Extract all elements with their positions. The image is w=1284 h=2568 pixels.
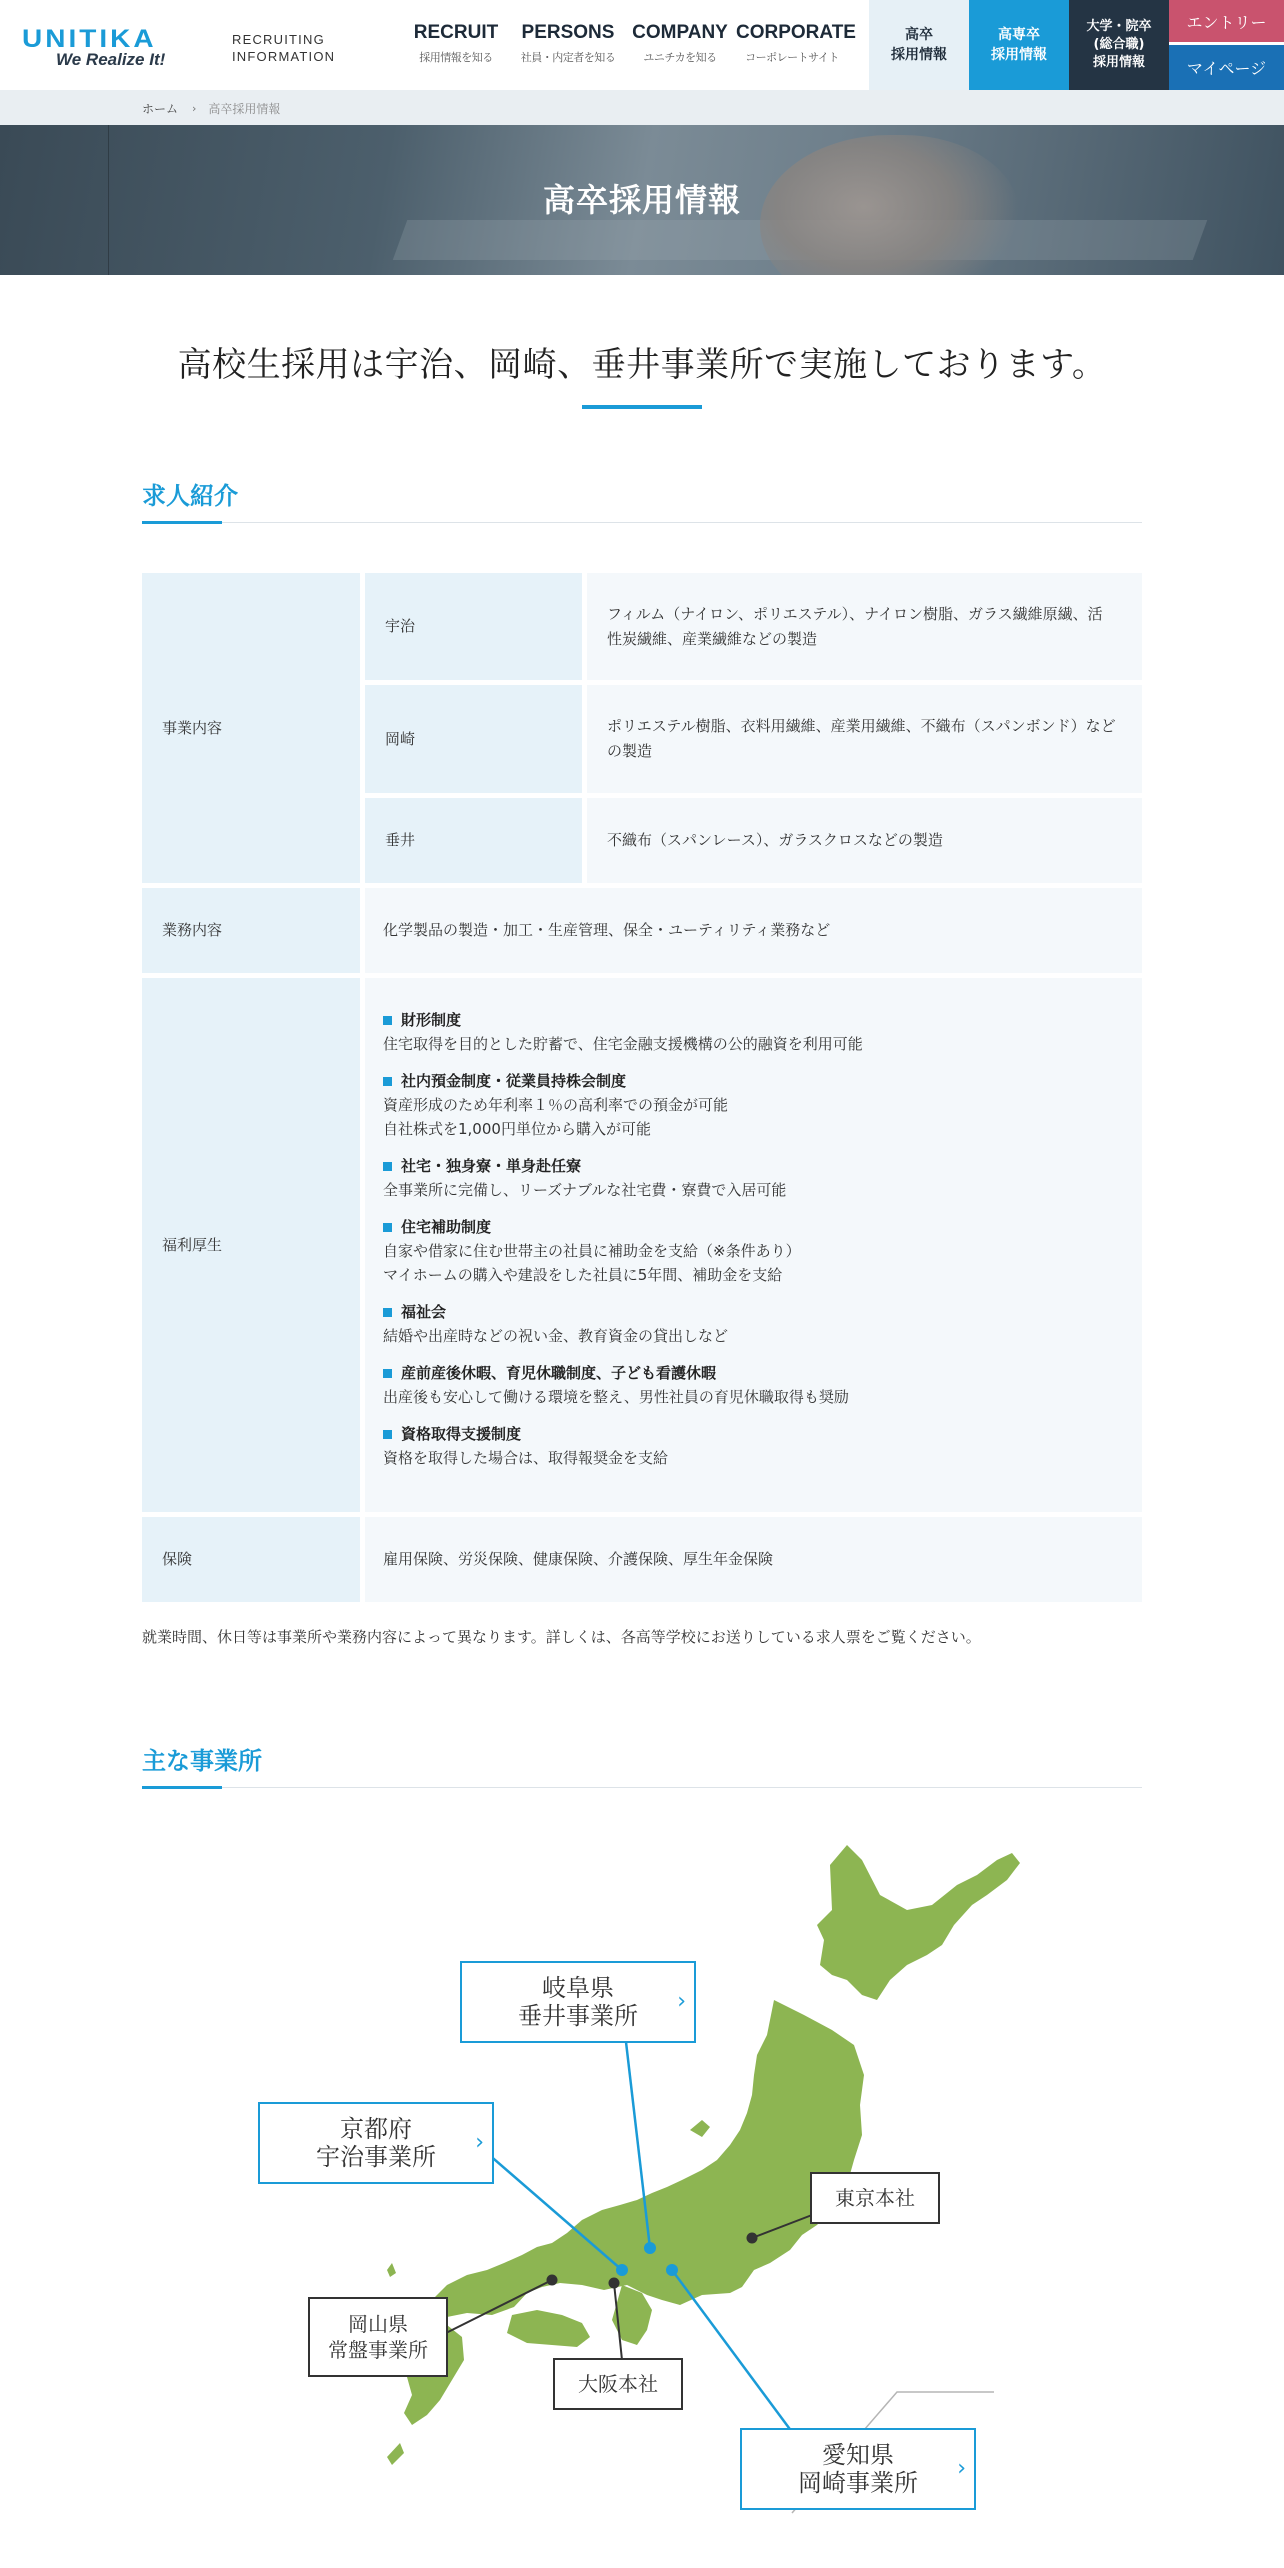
site-uji-label bbox=[365, 573, 582, 680]
nav-company-jp: ユニチカを知る bbox=[643, 51, 717, 64]
site-okazaki-name: 岡崎 bbox=[385, 729, 416, 748]
welfare-item bbox=[383, 1422, 1122, 1470]
bullet-square-icon bbox=[383, 1369, 392, 1378]
welfare-line: 住宅取得を目的とした貯蓄で、住宅金融支援機構の公的融資を利用可能 bbox=[383, 1035, 863, 1053]
chevron-right-icon: › bbox=[957, 2456, 966, 2481]
univ-line1: 大学・院卒 bbox=[1086, 19, 1152, 34]
welfare-title: 福祉会 bbox=[401, 1303, 447, 1321]
okayama-site-label: 常盤事業所 bbox=[328, 2338, 428, 2362]
recruit-heading-bar bbox=[142, 521, 222, 524]
nav-recruit[interactable] bbox=[400, 0, 512, 90]
welfare-list bbox=[365, 978, 1142, 1512]
offices-section-heading bbox=[142, 1738, 1142, 1788]
kosen-line2: 採用情報 bbox=[991, 47, 1047, 63]
nav-persons-jp: 社員・内定者を知る bbox=[520, 51, 616, 64]
welfare-item bbox=[383, 1300, 1122, 1348]
kyoto-pref-label: 京都府 bbox=[340, 2115, 412, 2143]
chevron-right-icon: › bbox=[192, 102, 197, 115]
osaka-hq-label: 大阪本社 bbox=[578, 2372, 658, 2396]
business-label bbox=[142, 573, 360, 883]
welfare-title: 社内預金制度・従業員持株会制度 bbox=[401, 1072, 627, 1090]
logo-side-line1: RECRUITING bbox=[232, 32, 325, 47]
work-label bbox=[142, 888, 360, 973]
welfare-line: 資格を取得した場合は、取得報奨金を支給 bbox=[383, 1449, 669, 1467]
work-value bbox=[365, 888, 1142, 973]
site-uji-desc-2: 性炭繊維、産業繊維などの製造 bbox=[607, 629, 818, 648]
welfare-label-text: 福利厚生 bbox=[162, 1235, 223, 1254]
logo-wordmark: UNITIKA bbox=[22, 24, 157, 53]
site-tarui-desc bbox=[587, 798, 1142, 883]
recruit-heading-text: 求人紹介 bbox=[142, 482, 238, 510]
bullet-square-icon bbox=[383, 1077, 392, 1086]
insurance-value-text: 雇用保険、労災保険、健康保険、介護保険、厚生年金保険 bbox=[383, 1550, 774, 1568]
welfare-title: 住宅補助制度 bbox=[401, 1218, 492, 1236]
japan-office-map bbox=[142, 1815, 1142, 2535]
offices-heading-text: 主な事業所 bbox=[142, 1747, 262, 1775]
nav-persons[interactable] bbox=[512, 0, 624, 90]
offices-heading-bar bbox=[142, 1786, 222, 1789]
office-osaka-hq bbox=[553, 2358, 683, 2410]
lead-underline bbox=[582, 405, 702, 409]
nav-recruit-jp: 採用情報を知る bbox=[419, 51, 493, 64]
breadcrumb bbox=[142, 100, 280, 117]
aichi-site-label: 岡崎事業所 bbox=[798, 2469, 918, 2497]
welfare-title: 資格取得支援制度 bbox=[401, 1425, 522, 1443]
breadcrumb-bar bbox=[0, 90, 1284, 125]
welfare-line: 自家や借家に住む世帯主の社員に補助金を支給（※条件あり） bbox=[383, 1242, 801, 1260]
welfare-line: 自社株式を1,000円単位から購入が可能 bbox=[383, 1120, 651, 1138]
aichi-pref-label: 愛知県 bbox=[822, 2441, 894, 2469]
site-okazaki-desc-2: の製造 bbox=[607, 742, 653, 760]
welfare-item bbox=[383, 1215, 1122, 1287]
office-tokyo-hq bbox=[810, 2172, 940, 2224]
site-uji-desc-1: フィルム（ナイロン、ポリエステル）、ナイロン樹脂、ガラス繊維原繊、活 bbox=[607, 604, 1103, 623]
logo-side-line2: INFORMATION bbox=[232, 49, 336, 64]
nav-recruit-en: RECRUIT bbox=[413, 22, 499, 43]
kosen-line1: 高専卒 bbox=[998, 27, 1040, 43]
site-tarui-label bbox=[365, 798, 582, 883]
bullet-square-icon bbox=[383, 1430, 392, 1439]
site-tarui-desc-1: 不織布（スパンレース）、ガラスクロスなどの製造 bbox=[607, 831, 943, 849]
site-okazaki-label bbox=[365, 685, 582, 793]
tokyo-hq-label: 東京本社 bbox=[835, 2186, 915, 2210]
welfare-label bbox=[142, 978, 360, 1512]
lead-text: 高校生採用は宇治、岡崎、垂井事業所で実施しております。 bbox=[177, 345, 1107, 385]
welfare-title: 産前産後休暇、育児休職制度、子ども看護休暇 bbox=[401, 1364, 717, 1382]
office-kyoto-uji[interactable] bbox=[258, 2102, 494, 2184]
logo-tagline: We Realize It! bbox=[56, 50, 166, 69]
highschool-recruit-button[interactable] bbox=[869, 0, 969, 90]
unitika-logo[interactable] bbox=[22, 24, 222, 70]
kosen-recruit-button[interactable] bbox=[969, 0, 1069, 90]
recruiting-information-label bbox=[232, 31, 335, 65]
global-nav bbox=[400, 0, 856, 90]
site-uji-name: 宇治 bbox=[385, 617, 416, 635]
welfare-line: 出産後も安心して働ける環境を整え、男性社員の育児休職取得も奨励 bbox=[383, 1388, 849, 1406]
site-okazaki-desc-1: ポリエステル樹脂、衣料用繊維、産業用繊維、不織布（スパンボンド）など bbox=[607, 717, 1116, 735]
gifu-pref-label: 岐阜県 bbox=[542, 1974, 614, 2002]
welfare-item bbox=[383, 1008, 1122, 1056]
breadcrumb-current: 高卒採用情報 bbox=[208, 102, 281, 116]
page-title: 高卒採用情報 bbox=[542, 181, 741, 219]
kyoto-site-label: 宇治事業所 bbox=[316, 2143, 436, 2171]
insurance-label-text: 保険 bbox=[162, 1550, 193, 1568]
nav-corporate[interactable] bbox=[736, 0, 856, 90]
business-label-text: 事業内容 bbox=[162, 718, 223, 737]
mypage-button[interactable]: マイページ bbox=[1169, 45, 1284, 90]
welfare-line: マイホームの購入や建設をした社員に5年間、補助金を支給 bbox=[383, 1266, 783, 1284]
insurance-label bbox=[142, 1517, 360, 1602]
highschool-line1: 高卒 bbox=[905, 27, 933, 43]
highschool-line2: 採用情報 bbox=[891, 47, 947, 63]
bullet-square-icon bbox=[383, 1016, 392, 1025]
bullet-square-icon bbox=[383, 1308, 392, 1317]
breadcrumb-home[interactable]: ホーム bbox=[142, 102, 179, 116]
recruit-note: 就業時間、休日等は事業所や業務内容によって異なります。詳しくは、各高等学校にお送りしている求人票をご覧ください。 bbox=[142, 1628, 981, 1646]
entry-button[interactable]: エントリー bbox=[1169, 0, 1284, 42]
hero-banner bbox=[0, 125, 1284, 275]
recruit-section-heading bbox=[142, 473, 1142, 523]
nav-corporate-en: CORPORATE bbox=[736, 22, 856, 43]
gifu-site-label: 垂井事業所 bbox=[518, 2002, 638, 2030]
insurance-value bbox=[365, 1517, 1142, 1602]
welfare-item bbox=[383, 1154, 1122, 1202]
nav-company-en: COMPANY bbox=[632, 22, 728, 43]
university-recruit-button[interactable] bbox=[1069, 0, 1169, 90]
welfare-item bbox=[383, 1069, 1122, 1141]
welfare-title: 社宅・独身寮・単身赴任寮 bbox=[401, 1157, 582, 1175]
nav-persons-en: PERSONS bbox=[521, 22, 615, 43]
univ-line3: 採用情報 bbox=[1092, 55, 1145, 70]
site-tarui-name: 垂井 bbox=[385, 831, 416, 849]
chevron-right-icon: › bbox=[475, 2130, 484, 2155]
welfare-title: 財形制度 bbox=[401, 1011, 462, 1029]
bullet-square-icon bbox=[383, 1223, 392, 1232]
okayama-pref-label: 岡山県 bbox=[348, 2312, 408, 2336]
welfare-line: 結婚や出産時などの祝い金、教育資金の貸出しなど bbox=[383, 1327, 729, 1345]
site-header bbox=[0, 0, 1284, 90]
welfare-item bbox=[383, 1361, 1122, 1409]
site-okazaki-desc bbox=[587, 685, 1142, 793]
office-aichi-okazaki[interactable] bbox=[740, 2428, 976, 2510]
site-uji-desc bbox=[587, 573, 1142, 680]
nav-corporate-jp: コーポレートサイト bbox=[745, 51, 839, 64]
nav-company[interactable] bbox=[624, 0, 736, 90]
work-value-text: 化学製品の製造・加工・生産管理、保全・ユーティリティ業務など bbox=[383, 921, 831, 939]
office-okayama-tokiwa bbox=[308, 2297, 448, 2377]
univ-line2: (総合職) bbox=[1093, 37, 1145, 52]
work-label-text: 業務内容 bbox=[162, 921, 223, 939]
chevron-right-icon: › bbox=[677, 1989, 686, 2014]
welfare-line: 資産形成のため年利率１％の高利率での預金が可能 bbox=[383, 1096, 729, 1114]
office-gifu-tarui[interactable] bbox=[460, 1961, 696, 2043]
bullet-square-icon bbox=[383, 1162, 392, 1171]
welfare-line: 全事業所に完備し、リーズナブルな社宅費・寮費で入居可能 bbox=[383, 1181, 787, 1199]
